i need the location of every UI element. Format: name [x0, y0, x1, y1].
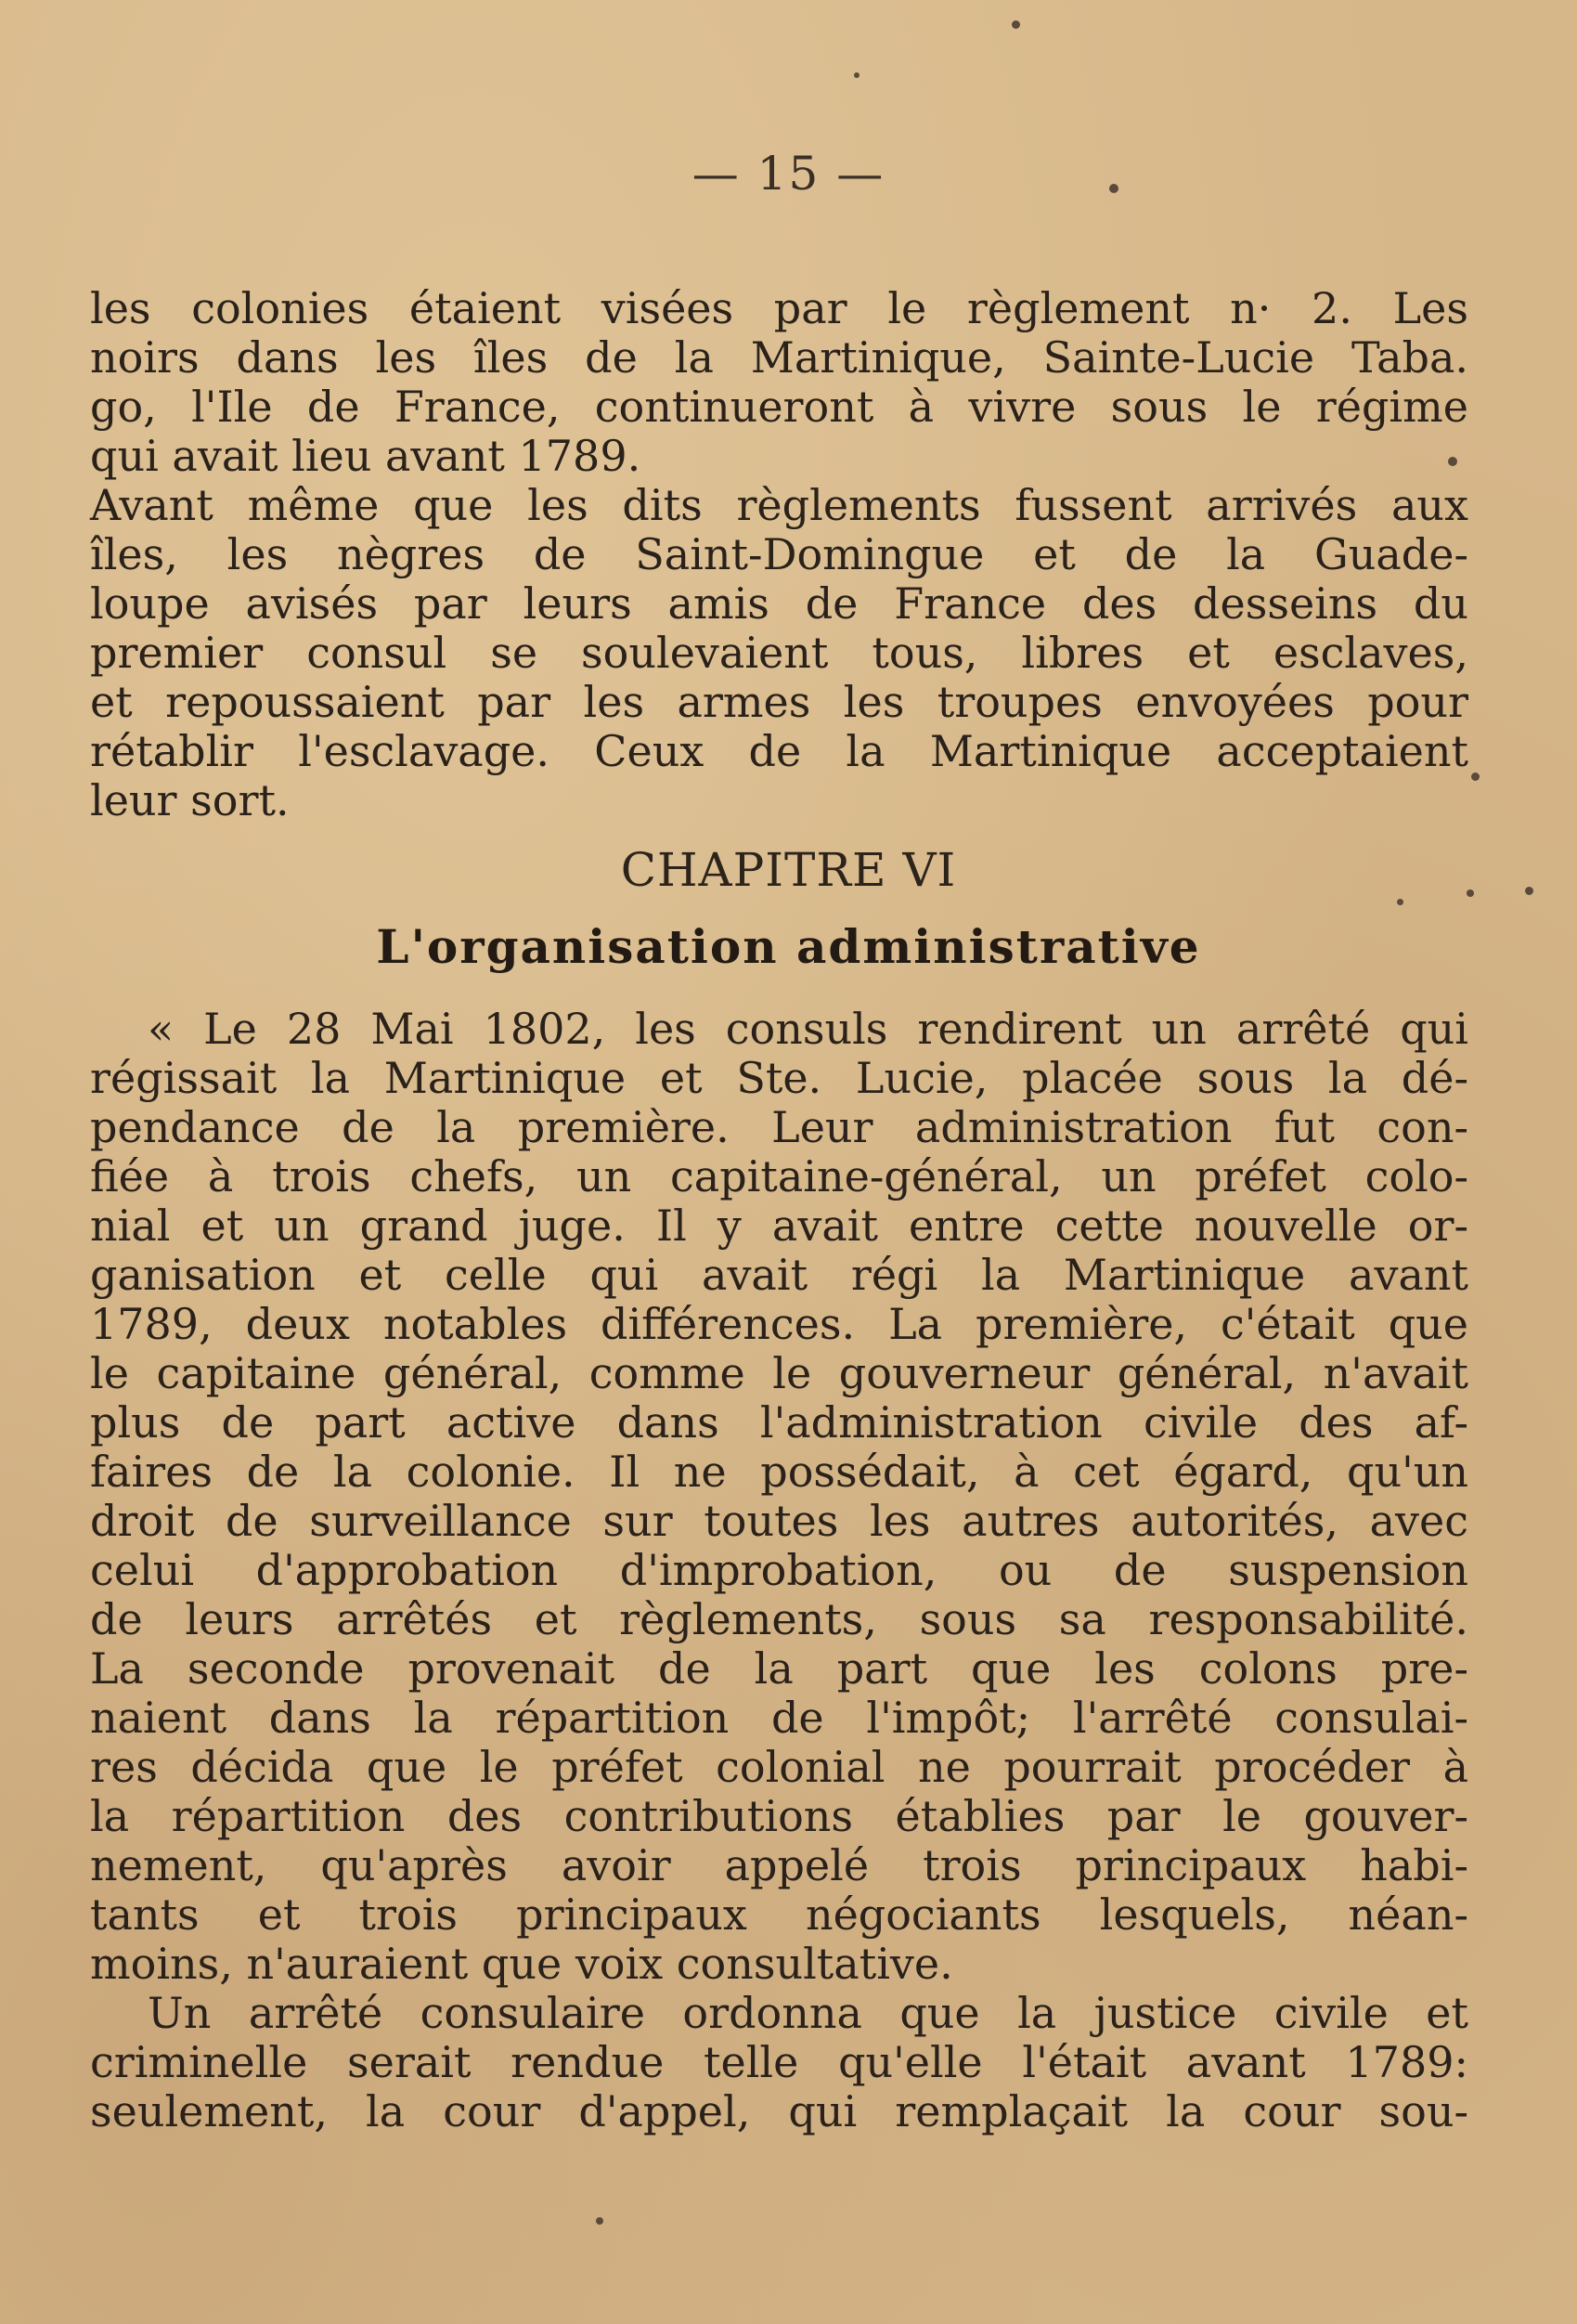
text-line: Avant même que les dits règlements fussent arrivés aux [90, 480, 1468, 530]
text-line: 1789, deux notables différences. La première, c'était que [90, 1299, 1468, 1349]
text-line: res décida que le préfet colonial ne pourrait procéder à [90, 1742, 1468, 1792]
text-line: tants et trois principaux négociants lesquels, néan- [90, 1889, 1468, 1940]
paper-speck [596, 2217, 603, 2225]
text-line: « Le 28 Mai 1802, les consuls rendirent un arrêté qui [148, 1004, 1468, 1054]
text-line: go, l'Ile de France, continueront à vivre sous le régime [90, 382, 1468, 432]
text-line: nial et un grand juge. Il y avait entre cette nouvelle or- [90, 1201, 1468, 1251]
section-heading: L'organisation administrative [376, 919, 1201, 974]
text-line: seulement, la cour d'appel, qui remplaçait la cour sou- [90, 2086, 1468, 2136]
text-line: qui avait lieu avant 1789. [90, 431, 641, 481]
chapter-heading: CHAPITRE VI [620, 843, 957, 897]
text-line: et repoussaient par les armes les troupes envoyées pour [90, 677, 1468, 727]
paper-speck [1012, 20, 1020, 29]
text-line: leur sort. [90, 775, 290, 825]
text-line: rétablir l'esclavage. Ceux de la Martinique acceptaient [90, 726, 1468, 776]
paper-speck [1525, 887, 1533, 895]
text-line: criminelle serait rendue telle qu'elle l'était avant 1789: [90, 2037, 1468, 2087]
text-line: faires de la colonie. Il ne possédait, à cet égard, qu'un [90, 1447, 1468, 1497]
paper-speck [1397, 899, 1403, 905]
text-line: fiée à trois chefs, un capitaine-général, un préfet colo- [90, 1151, 1468, 1201]
text-line: premier consul se soulevaient tous, libres et esclaves, [90, 628, 1468, 678]
text-line: plus de part active dans l'administration civile des af- [90, 1397, 1468, 1448]
text-line: La seconde provenait de la part que les colons pre- [90, 1643, 1468, 1694]
paper-speck [1467, 889, 1474, 897]
text-line: celui d'approbation d'improbation, ou de suspension [90, 1545, 1468, 1595]
paper-speck [1471, 773, 1480, 781]
text-line: le capitaine général, comme le gouverneur général, n'avait [90, 1348, 1468, 1398]
text-line: régissait la Martinique et Ste. Lucie, placée sous la dé- [90, 1053, 1468, 1103]
text-line: la répartition des contributions établies par le gouver- [90, 1791, 1468, 1841]
text-line: ganisation et celle qui avait régi la Martinique avant [90, 1250, 1468, 1300]
text-line: naient dans la répartition de l'impôt; l'arrêté consulai- [90, 1693, 1468, 1743]
text-line: les colonies étaient visées par le règlement n· 2. Les [90, 283, 1468, 333]
main-paragraph [90, 1005, 1468, 2136]
text-line: loupe avisés par leurs amis de France des desseins du [90, 578, 1468, 629]
page-number: — 15 — [692, 147, 885, 201]
text-line: nement, qu'après avoir appelé trois principaux habi- [90, 1840, 1468, 1890]
text-line: noirs dans les îles de la Martinique, Sainte-Lucie Taba. [90, 332, 1468, 383]
paper-speck [854, 72, 860, 78]
text-line: Un arrêté consulaire ordonna que la justice civile et [148, 1988, 1468, 2038]
intro-paragraph [90, 284, 1468, 825]
text-line: de leurs arrêtés et règlements, sous sa responsabilité. [90, 1594, 1468, 1644]
text-line: îles, les nègres de Saint-Domingue et de la Guade- [90, 529, 1468, 579]
text-line: moins, n'auraient que voix consultative. [90, 1939, 953, 1989]
paper-speck [1109, 184, 1118, 193]
text-line: droit de surveillance sur toutes les autres autorités, avec [90, 1496, 1468, 1546]
text-line: pendance de la première. Leur administration fut con- [90, 1102, 1468, 1152]
paper-speck [1448, 457, 1457, 466]
